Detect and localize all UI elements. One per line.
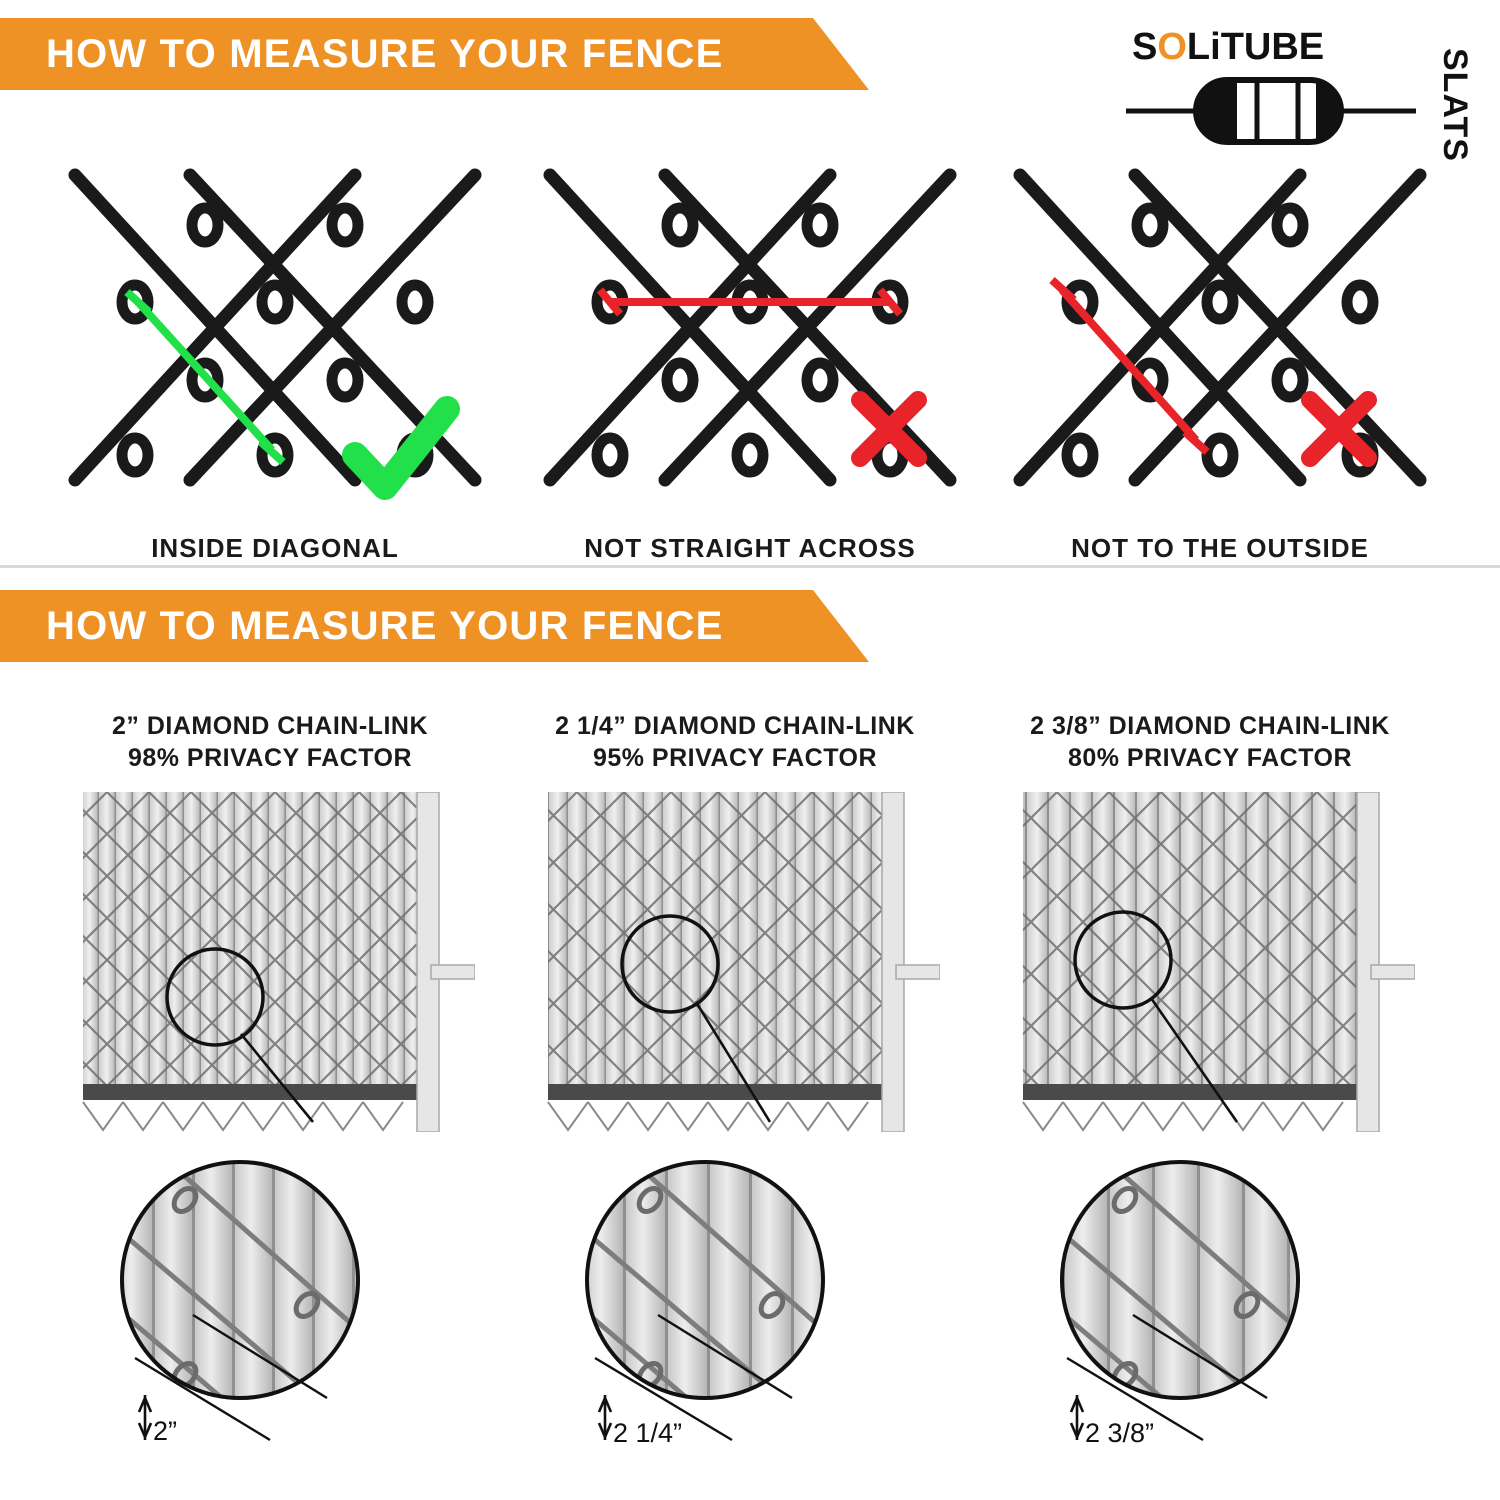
measure-diagrams-row [0, 150, 1500, 570]
panel-2-title-line2: 95% PRIVACY FACTOR [592, 744, 878, 772]
panel-2-zoom-graphic [500, 1140, 970, 1470]
brand-wordmark-s: S [1132, 26, 1158, 68]
diagram-not-straight-across [530, 150, 970, 570]
banner-bottom [0, 590, 813, 662]
panel-2-title [500, 710, 970, 774]
diagram-1-graphic [55, 150, 495, 520]
panel-2in [35, 710, 505, 1470]
panel-3-title-line2: 80% PRIVACY FACTOR [1067, 744, 1353, 772]
brand-wordmark-ube: UBE [1243, 26, 1325, 68]
panel-2-title-line1: 2 1/4” DIAMOND CHAIN-LINK [555, 712, 915, 740]
banner-top [0, 18, 813, 90]
panel-3-zoom-graphic [975, 1140, 1445, 1470]
panel-3-fence-photo [1005, 792, 1415, 1132]
panel-3-title [975, 710, 1445, 774]
privacy-factor-panels [0, 710, 1500, 1470]
banner-top-bar [0, 18, 813, 90]
cross-icon [850, 390, 928, 468]
panel-1-title-line2: 98% PRIVACY FACTOR [127, 744, 413, 772]
panel-3-dimension-label: 2 3/8” [1085, 1418, 1155, 1448]
panel-2-25in [500, 710, 970, 1470]
panel-1-title [35, 710, 505, 774]
panel-1-dimension-label: 2” [153, 1416, 178, 1446]
banner-top-arrow [813, 18, 869, 90]
diagram-1-caption: INSIDE DIAGONAL [151, 533, 399, 563]
brand-wordmark-o: O [1157, 26, 1187, 68]
cross-icon [1300, 390, 1378, 468]
banner-bottom-arrow [813, 590, 869, 662]
brand-wordmark [1132, 26, 1324, 69]
diagram-2-caption: NOT STRAIGHT ACROSS [584, 533, 916, 563]
banner-bottom-title: HOW TO MEASURE YOUR FENCE [46, 603, 724, 648]
panel-2-375in [975, 710, 1445, 1470]
diagram-3-caption: NOT TO THE OUTSIDE [1071, 533, 1369, 563]
section-divider [0, 565, 1500, 568]
diagram-inside-diagonal [55, 150, 495, 570]
panel-1-fence-photo [65, 792, 475, 1132]
panel-2-fence-photo [530, 792, 940, 1132]
panel-2-zoom [500, 1140, 970, 1470]
panel-3-zoom [975, 1140, 1445, 1470]
panel-1-zoom [35, 1140, 505, 1470]
brand-sub-slats: SLATS [1436, 48, 1474, 162]
banner-bottom-bar [0, 590, 813, 662]
tube-slat-icon [1126, 66, 1426, 156]
panel-2-dimension-label: 2 1/4” [613, 1418, 683, 1448]
brand-wordmark-lit: LiT [1186, 26, 1244, 68]
panel-1-title-line1: 2” DIAMOND CHAIN-LINK [111, 712, 429, 740]
brand-logo [1116, 18, 1476, 162]
panel-3-title-line1: 2 3/8” DIAMOND CHAIN-LINK [1030, 712, 1390, 740]
panel-1-zoom-graphic [35, 1140, 505, 1470]
check-icon [355, 409, 447, 487]
banner-top-title: HOW TO MEASURE YOUR FENCE [46, 31, 724, 76]
measure-line-red-horizontal [600, 290, 900, 314]
diagram-not-to-the-outside [1000, 150, 1440, 570]
